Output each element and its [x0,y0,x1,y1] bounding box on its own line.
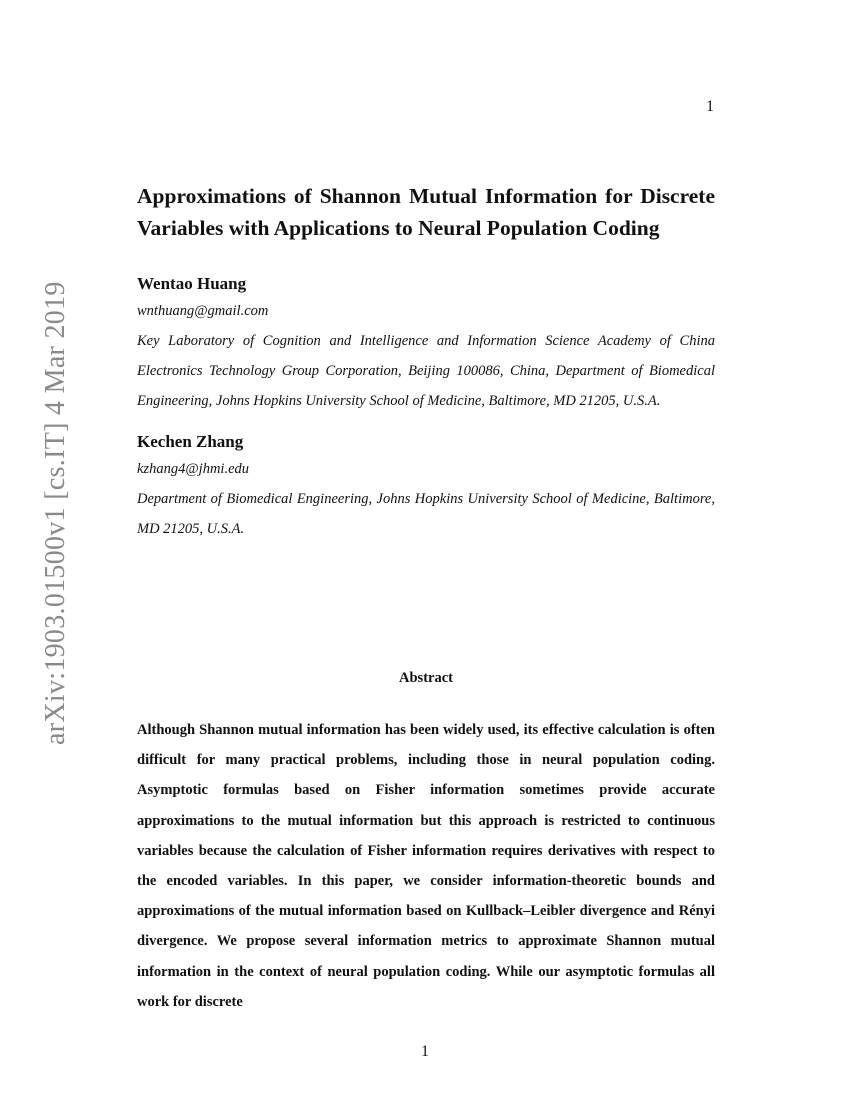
author-affiliation: Key Laboratory of Cognition and Intelligence and Information Science Academy of China Electronics Technology Group Corporation, Beijing 100086, China, Department of Biomedical Engineering, Johns Hopkins University School of Medicine, Baltimore, MD 21205, U.S.A. [137,333,715,409]
author-email: kzhang4@jhmi.edu [137,461,250,477]
paper-content [137,180,715,1010]
paper-title: Approximations of Shannon Mutual Information for Discrete Variables with Applications to Neural Population Coding [137,184,715,240]
author-affiliation: Department of Biomedical Engineering, Johns Hopkins University School of Medicine, Baltimore, MD 21205, U.S.A. [137,491,715,537]
author-name: Wentao Huang [137,274,247,293]
abstract-heading: Abstract [399,670,453,686]
arxiv-identifier-stamp: arXiv:1903.01500v1 [cs.IT] 4 Mar 2019 [40,281,71,745]
footer-page-number: 1 [421,1043,429,1060]
header-page-number: 1 [706,98,714,115]
author-email: wnthuang@gmail.com [137,303,269,319]
author-block-2 [137,430,715,544]
abstract-text: Although Shannon mutual information has been widely used, its effective calculation is often difficult for many practical problems, including those in neural population coding. Asymptotic formulas based on Fisher information sometimes provide accurate approximations to the mutual information but this approach is restricted to continuous variables because the calculation of Fisher information requires derivatives with respect to the encoded variables. In this paper, we consider information-theoretic bounds and approximations of the mutual information based on Kullback–Leibler divergence and Rényi divergence. We propose several information metrics to approximate Shannon mutual information in the context of neural population coding. While our asymptotic formulas all work for discrete [137,722,715,1010]
author-name: Kechen Zhang [137,432,244,451]
author-block-1 [137,272,715,416]
